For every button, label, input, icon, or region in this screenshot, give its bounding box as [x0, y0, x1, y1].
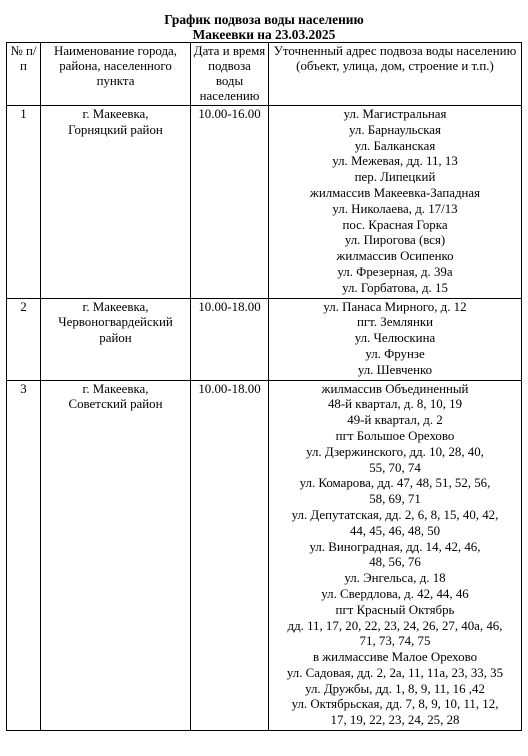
row-locality — [41, 106, 191, 299]
address-line: ул. Горбатова, д. 15 — [342, 280, 448, 295]
address-line: ул. Дзержинского, дд. 10, 28, 40, — [306, 444, 484, 459]
address-line: 58, 69, 71 — [369, 492, 421, 507]
address-line: ул. Пирогова (вся) — [344, 233, 446, 248]
address-line: 48-й квартал, д. 8, 10, 19 — [327, 397, 463, 412]
address-line: пгт. Землянки — [356, 315, 434, 330]
header-delivery-time: Дата и время подвоза воды населению — [191, 43, 269, 106]
address-line: ул. Комарова, дд. 47, 48, 51, 52, 56, — [299, 476, 491, 491]
header-locality: Наименование города, района, населенного пункта — [41, 43, 191, 106]
table-row — [7, 380, 522, 731]
address-line: ул. Фрунзе — [365, 346, 425, 361]
address-line: ул. Энгельса, д. 18 — [344, 571, 446, 586]
address-line: жилмассив Осипенко — [336, 249, 454, 264]
address-line: жилмассив Объединенный — [321, 381, 469, 396]
title-line-1: График подвоза воды населению — [164, 12, 364, 27]
locality-line: г. Макеевка, — [82, 381, 149, 396]
address-line: пос. Красная Горка — [342, 217, 448, 232]
row-number: 3 — [7, 380, 41, 731]
address-line: ул. Депутатская, дд. 2, 6, 8, 15, 40, 42, — [291, 507, 499, 522]
row-delivery-time: 10.00-18.00 — [191, 380, 269, 731]
address-line: 44, 45, 46, 48, 50 — [349, 523, 441, 538]
row-locality — [41, 380, 191, 731]
row-delivery-time: 10.00-16.00 — [191, 106, 269, 299]
address-line: жилмассив Макеевка-Западная — [309, 185, 481, 200]
table-header-row — [7, 43, 522, 106]
address-line: 49-й квартал, д. 2 — [347, 413, 443, 428]
table-row — [7, 106, 522, 299]
address-line: ул. Фрезерная, д. 39а — [337, 264, 453, 279]
locality-line: г. Макеевка, — [82, 299, 149, 314]
address-line: дд. 11, 17, 20, 22, 23, 24, 26, 27, 40а, 46, — [287, 618, 503, 633]
header-number: № п/п — [7, 43, 41, 106]
row-number: 2 — [7, 298, 41, 380]
address-line: пер. Липецкий — [354, 170, 436, 185]
address-line: пгт Красный Октябрь — [335, 602, 455, 617]
address-line: 71, 73, 74, 75 — [359, 634, 431, 649]
address-line: ул. Шевченко — [357, 362, 433, 377]
address-line: ул. Магистральная — [343, 107, 447, 121]
row-addresses — [269, 106, 522, 299]
address-line: 17, 19, 22, 23, 24, 25, 28 — [330, 713, 460, 728]
address-line: ул. Октябрьская, дд. 7, 8, 9, 10, 11, 12, — [291, 697, 499, 712]
row-locality — [41, 298, 191, 380]
table-row — [7, 298, 522, 380]
address-line: ул. Садовая, дд. 2, 2а, 11, 11а, 23, 33, 35 — [286, 665, 504, 680]
address-line: 55, 70, 74 — [369, 460, 421, 475]
table-body — [7, 106, 522, 731]
address-line: ул. Балканская — [354, 138, 436, 153]
row-number: 1 — [7, 106, 41, 299]
address-line: пгт Большое Орехово — [335, 428, 455, 443]
row-delivery-time: 10.00-18.00 — [191, 298, 269, 380]
water-schedule-table — [6, 42, 522, 731]
address-line: ул. Челюскина — [354, 331, 436, 346]
address-line: в жилмассиве Малое Орехово — [312, 650, 478, 665]
locality-line: район — [99, 331, 132, 346]
header-address: Уточненный адрес подвоза воды населению (объект, улица, дом, строение и т.п.) — [269, 43, 522, 106]
row-addresses — [269, 380, 522, 731]
document-title — [0, 12, 528, 42]
locality-line: Горняцкий район — [68, 122, 163, 137]
address-line: ул. Дружбы, дд. 1, 8, 9, 11, 16 ,42 — [305, 681, 485, 696]
address-line: ул. Виноградная, дд. 14, 42, 46, — [309, 539, 481, 554]
address-line: ул. Барнаульская — [349, 122, 441, 137]
locality-line: Советский район — [68, 397, 163, 412]
row-addresses — [269, 298, 522, 380]
address-line: ул. Свердлова, д. 42, 44, 46 — [321, 586, 469, 601]
address-line: 48, 56, 76 — [369, 555, 421, 570]
address-line: ул. Николаева, д. 17/13 — [332, 201, 458, 216]
address-line: ул. Панаса Мирного, д. 12 — [323, 299, 467, 314]
locality-line: Червоногвардейский — [58, 315, 173, 330]
locality-line: г. Макеевка, — [82, 107, 149, 121]
address-line: ул. Межевая, дд. 11, 13 — [332, 154, 458, 169]
title-line-2: Макеевки на 23.03.2025 — [192, 27, 336, 42]
